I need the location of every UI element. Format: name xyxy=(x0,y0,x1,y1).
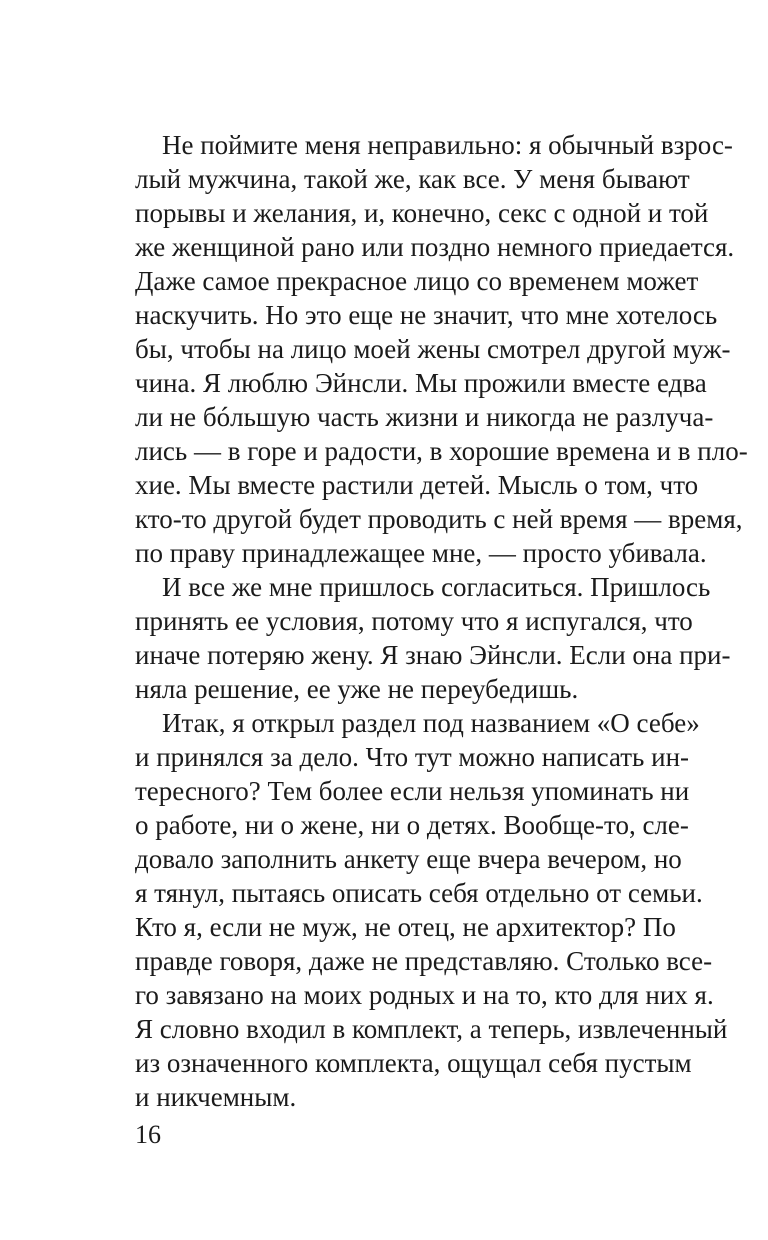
text-line: тересного? Тем более если нельзя упоминать ни xyxy=(135,776,690,806)
text-line: Кто я, если не муж, не отец, не архитектор? По xyxy=(135,912,676,942)
text-line: и принялся за дело. Что тут можно написать ин- xyxy=(135,742,690,772)
text-line: бы, чтобы на лицо моей жены смотрел другой муж- xyxy=(135,334,731,364)
text-line: порывы и желания, и, конечно, секс с одной и той xyxy=(135,198,709,228)
text-line: И все же мне пришлось согласиться. Пришлось xyxy=(162,572,711,602)
text-line: принять ее условия, потому что я испугался, что xyxy=(135,606,693,636)
text-line: о работе, ни о жене, ни о детях. Вообще-то, сле- xyxy=(135,810,689,840)
text-line: ли не бóльшую часть жизни и никогда не разлуча- xyxy=(135,402,714,432)
text-line: правде говоря, даже не представляю. Столько все- xyxy=(135,946,713,976)
text-line: по праву принадлежащее мне, — просто убивала. xyxy=(135,538,707,568)
text-line: Итак, я открыл раздел под названием «О себе» xyxy=(162,708,700,738)
text-line: и никчемным. xyxy=(135,1082,297,1112)
text-line: из означенного комплекта, ощущал себя пустым xyxy=(135,1048,692,1078)
text-line: го завязано на моих родных и на то, кто для них я. xyxy=(135,980,714,1010)
text-line: хие. Мы вместе растили детей. Мысль о том, что xyxy=(135,470,699,500)
page-number: 16 xyxy=(135,1120,161,1149)
text-line: кто-то другой будет проводить с ней время — время, xyxy=(135,504,743,534)
text-line: Даже самое прекрасное лицо со временем может xyxy=(135,266,699,296)
text-line: лый мужчина, такой же, как все. У меня бывают xyxy=(135,164,690,194)
text-line: же женщиной рано или поздно немного приедается. xyxy=(135,232,735,262)
text-line: лись — в горе и радости, в хорошие времена и в пло- xyxy=(135,436,748,466)
text-line: довало заполнить анкету еще вчера вечером, но xyxy=(135,844,682,874)
text-line: Не поймите меня неправильно: я обычный взрос- xyxy=(162,130,733,160)
text-line: наскучить. Но это еще не значит, что мне хотелось xyxy=(135,300,718,330)
text-line: иначе потеряю жену. Я знаю Эйнсли. Если она при- xyxy=(135,640,731,670)
text-line: чина. Я люблю Эйнсли. Мы прожили вместе едва xyxy=(135,368,707,398)
text-line: я тянул, пытаясь описать себя отдельно от семьи. xyxy=(135,878,703,908)
text-line: няла решение, ее уже не переубедишь. xyxy=(135,674,579,704)
text-line: Я словно входил в комплект, а теперь, извлеченный xyxy=(135,1014,728,1044)
